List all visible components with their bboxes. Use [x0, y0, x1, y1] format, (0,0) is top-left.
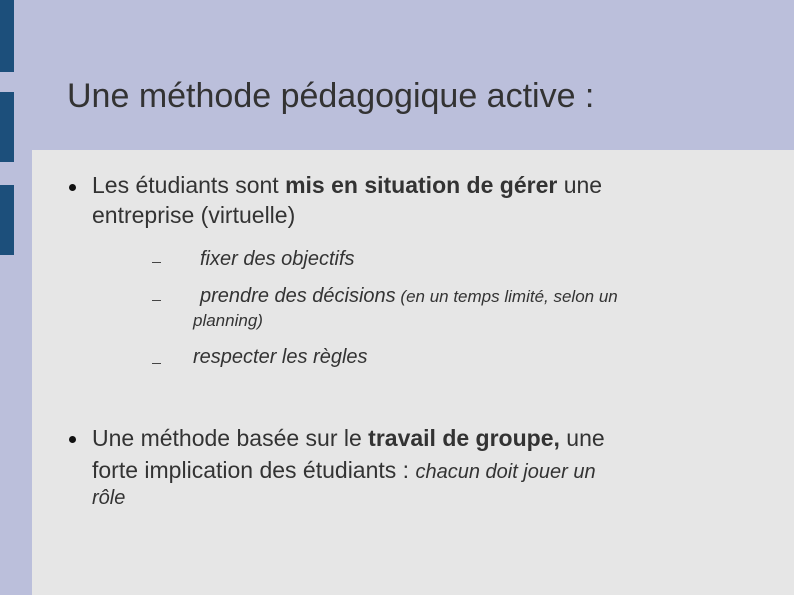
subitem-1: fixer des objectifs — [200, 248, 355, 270]
subitem-2-detail: (en un temps limité, selon un — [395, 287, 618, 306]
bullet1-post: une — [557, 172, 603, 198]
bullet2-line3: rôle — [92, 487, 126, 509]
bullet2-line2 — [92, 455, 596, 487]
subitem-2-main: prendre des décisions — [200, 285, 396, 307]
bullet2-line1 — [92, 423, 605, 453]
bullet-icon — [69, 436, 76, 443]
bullet2-post: une — [559, 425, 605, 451]
bullet2-bold: travail de groupe, — [368, 425, 560, 451]
bullet2-line2-italic: chacun doit jouer un — [415, 461, 596, 483]
side-bar-top — [0, 0, 14, 72]
side-bar-bottom — [0, 185, 14, 255]
bullet1-bold: mis en situation de gérer — [285, 172, 558, 198]
dash-icon — [152, 363, 161, 364]
bullet1-line1 — [92, 170, 602, 200]
dash-icon — [152, 262, 161, 263]
bullet2-pre: Une méthode basée sur le — [92, 425, 369, 451]
dash-icon — [152, 300, 161, 301]
subitem-2-wrap: planning) — [193, 311, 263, 330]
bullet1-pre: Les étudiants sont — [92, 172, 286, 198]
bullet2-line2-pre: forte implication des étudiants : — [92, 457, 416, 483]
side-bar-middle — [0, 92, 14, 162]
bullet-icon — [69, 184, 76, 191]
slide-title: Une méthode pédagogique active : — [67, 77, 595, 115]
subitem-2 — [200, 284, 618, 309]
subitem-3: respecter les règles — [193, 346, 368, 368]
bullet1-line2: entreprise (virtuelle) — [92, 202, 296, 228]
